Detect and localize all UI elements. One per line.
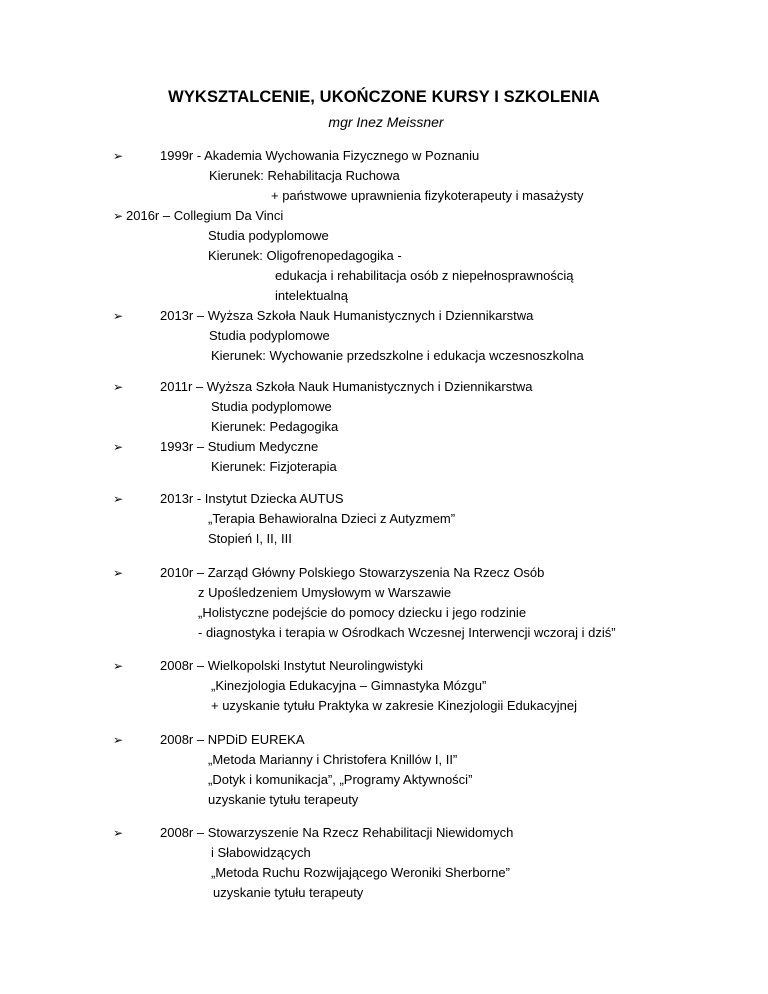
entry-heading: 2013r – Wyższa Szkoła Nauk Humanistycznych i Dziennikarstwa	[160, 308, 534, 323]
entry-line: „Kinezjologia Edukacyjna – Gimnastyka Mózgu”	[211, 678, 487, 693]
entry-line: Kierunek: Wychowanie przedszkolne i edukacja wczesnoszkolna	[211, 348, 584, 363]
bullet-arrow-icon: ➢	[113, 149, 124, 163]
entry-line: z Upośledzeniem Umysłowym w Warszawie	[198, 585, 452, 600]
entry-line: „Holistyczne podejście do pomocy dziecku i jego rodzinie	[198, 605, 527, 620]
entry-line: + państwowe uprawnienia fizykoterapeuty i masażysty	[271, 188, 584, 203]
author-name: mgr Inez Meissner	[328, 114, 444, 130]
bullet-arrow-icon: ➢	[113, 440, 124, 454]
entry-line: uzyskanie tytułu terapeuty	[208, 792, 359, 807]
entry-heading: 2008r – Stowarzyszenie Na Rzecz Rehabilitacji Niewidomych	[160, 825, 514, 840]
bullet-arrow-icon: ➢	[113, 659, 124, 673]
entry-heading: 2011r – Wyższa Szkoła Nauk Humanistycznych i Dziennikarstwa	[160, 379, 533, 394]
page-title: WYKSZTALCENIE, UKOŃCZONE KURSY I SZKOLENIA	[168, 88, 600, 106]
bullet-arrow-icon: ➢	[113, 380, 124, 394]
bullet-arrow-icon: ➢	[113, 209, 124, 223]
entry-line: uzyskanie tytułu terapeuty	[213, 885, 364, 900]
entry-line: Studia podyplomowe	[208, 228, 329, 243]
entry-line: edukacja i rehabilitacja osób z niepełnosprawnością	[275, 268, 574, 283]
entry-line: + uzyskanie tytułu Praktyka w zakresie Kinezjologii Edukacyjnej	[211, 698, 577, 713]
entry-line: Studia podyplomowe	[211, 399, 332, 414]
entry-heading: 1999r - Akademia Wychowania Fizycznego w Poznaniu	[160, 148, 480, 163]
entry-heading: 2008r – Wielkopolski Instytut Neurolingwistyki	[160, 658, 423, 673]
entry-line: intelektualną	[275, 288, 348, 303]
entry-line: Kierunek: Oligofrenopedagogika -	[208, 248, 402, 263]
entry-heading: 1993r – Studium Medyczne	[160, 439, 319, 454]
entry-line: i Słabowidzących	[211, 845, 311, 860]
bullet-arrow-icon: ➢	[113, 309, 124, 323]
bullet-arrow-icon: ➢	[113, 733, 124, 747]
entry-heading: 2013r - Instytut Dziecka AUTUS	[160, 491, 344, 506]
entry-line: Studia podyplomowe	[209, 328, 330, 343]
entry-line: „Dotyk i komunikacja”, „Programy Aktywności”	[208, 772, 473, 787]
entry-line: Kierunek: Pedagogika	[211, 419, 339, 434]
entry-line: Kierunek: Fizjoterapia	[211, 459, 337, 474]
entry-heading: 2010r – Zarząd Główny Polskiego Stowarzyszenia Na Rzecz Osób	[160, 565, 545, 580]
bullet-arrow-icon: ➢	[113, 826, 124, 840]
entry-line: Kierunek: Rehabilitacja Ruchowa	[209, 168, 400, 183]
entry-heading: 2016r – Collegium Da Vinci	[126, 208, 284, 223]
entry-line: - diagnostyka i terapia w Ośrodkach Wczesnej Interwencji wczoraj i dziś”	[198, 625, 616, 640]
bullet-arrow-icon: ➢	[113, 492, 124, 506]
entry-line: „Metoda Marianny i Christofera Knillów I, II”	[208, 752, 458, 767]
entry-line: „Metoda Ruchu Rozwijającego Weroniki Sherborne”	[211, 865, 510, 880]
entry-line: Stopień I, II, III	[208, 531, 292, 546]
entry-heading: 2008r – NPDiD EUREKA	[160, 732, 305, 747]
entry-line: „Terapia Behawioralna Dzieci z Autyzmem”	[208, 511, 456, 526]
bullet-arrow-icon: ➢	[113, 566, 124, 580]
